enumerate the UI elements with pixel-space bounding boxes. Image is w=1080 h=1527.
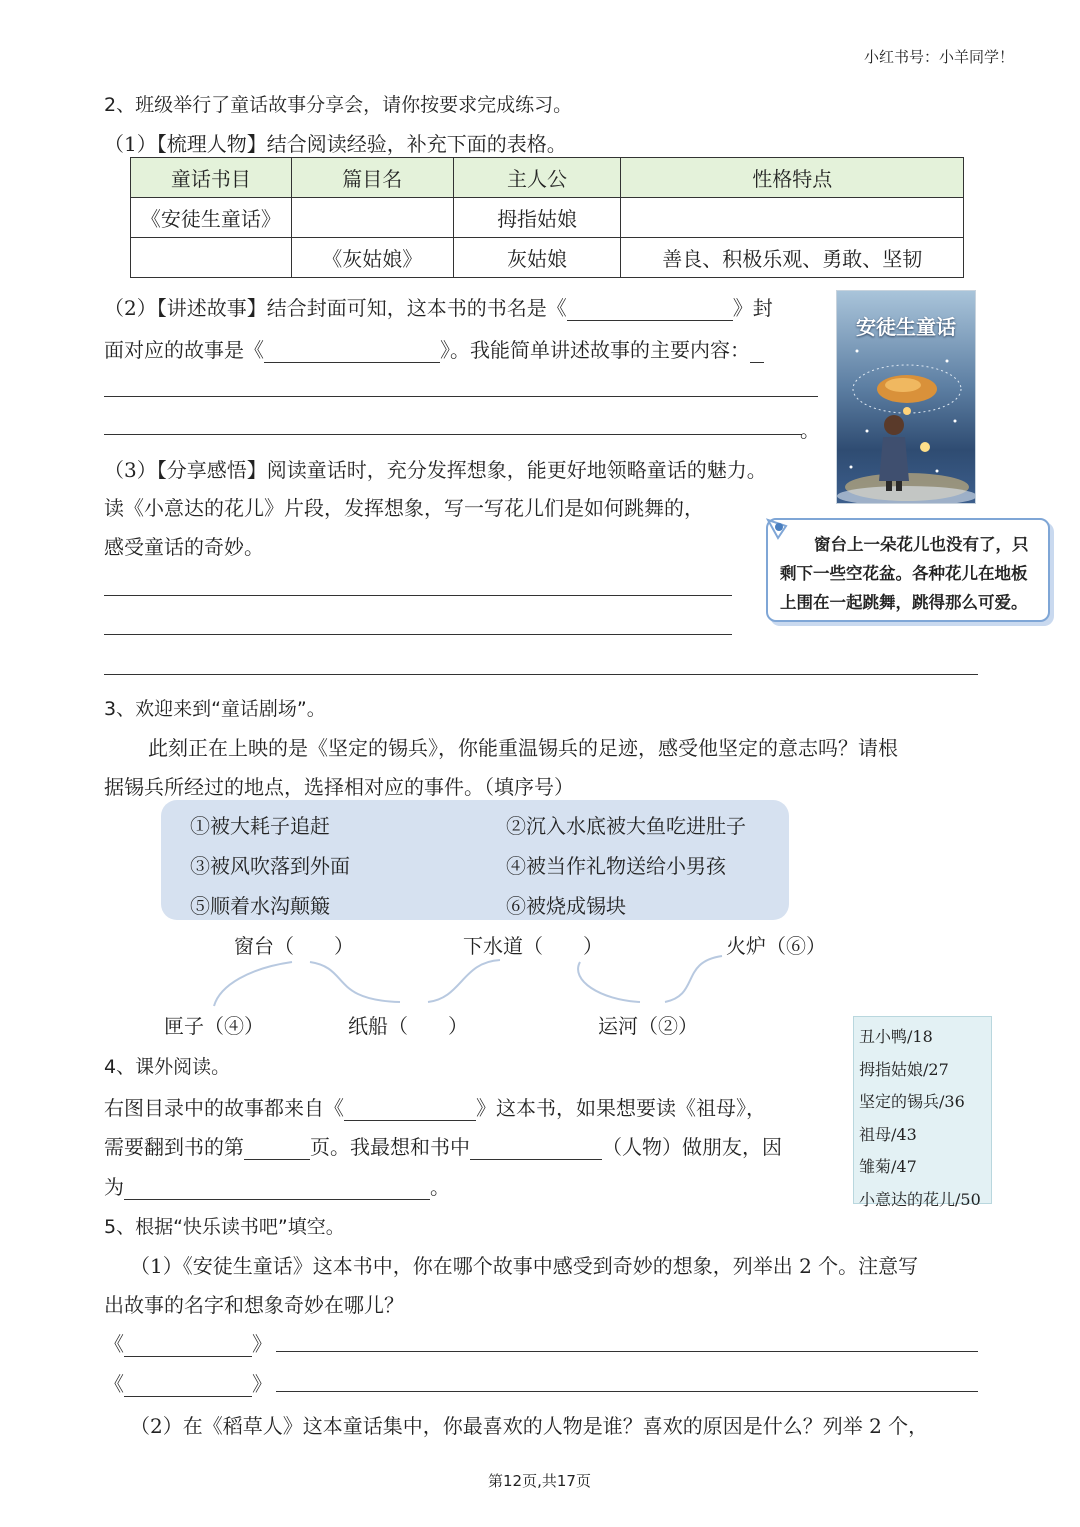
content-blank-start[interactable] <box>750 339 764 363</box>
q5-heading: 5、根据“快乐读书吧”填空。 <box>104 1216 345 1238</box>
place-canal: 运河（②） <box>598 1014 698 1038</box>
table-cell: 《安徒生童话》 <box>131 198 292 238</box>
table-header: 性格特点 <box>621 158 964 198</box>
q4-text: 需要翻到书的第 <box>104 1135 244 1159</box>
place-windowsill[interactable]: 窗台（ ） <box>234 934 354 958</box>
table-header: 篇目名 <box>291 158 453 198</box>
toc-item: 小意达的花儿/50 <box>859 1189 981 1209</box>
answer-line[interactable] <box>104 634 732 635</box>
event-item: ⑥被烧成锡块 <box>506 894 626 918</box>
table-cell-blank[interactable] <box>291 198 453 238</box>
table-of-contents <box>853 1016 992 1209</box>
close-bracket: 》 <box>252 1332 272 1356</box>
character-blank[interactable] <box>470 1136 602 1160</box>
story-name-blank[interactable] <box>124 1333 252 1357</box>
answer-line[interactable] <box>276 1351 978 1352</box>
q2-part3-line3: 感受童话的奇妙。 <box>104 535 264 559</box>
cover-title: 安徒生童话 <box>856 315 956 339</box>
quote-text: 窗台上一朵花儿也没有了，只剩下一些空花盆。各种花儿在地板上围在一起跳舞，跳得那么可爱。 <box>780 535 1029 612</box>
event-item: ⑤顺着水沟颠簸 <box>190 894 330 918</box>
q2-part2-line2 <box>104 334 764 363</box>
place-sewer[interactable]: 下水道（ ） <box>463 934 603 958</box>
table-cell: 善良、积极乐观、勇敢、坚韧 <box>621 238 964 278</box>
reason-blank[interactable] <box>124 1176 430 1200</box>
q4-line3 <box>104 1171 450 1200</box>
q4-line1 <box>104 1092 766 1121</box>
table-cell: 拇指姑娘 <box>453 198 621 238</box>
q4-heading: 4、课外阅读。 <box>104 1056 231 1078</box>
period-mark: 。 <box>800 418 820 442</box>
q4-text: 页。我最想和书中 <box>310 1135 470 1159</box>
event-item: ④被当作礼物送给小男孩 <box>506 854 726 878</box>
place-stove: 火炉（⑥） <box>726 934 826 958</box>
q5-part2: （2）在《稻草人》这本童话集中，你最喜欢的人物是谁？喜欢的原因是什么？列举 2 个， <box>130 1414 929 1438</box>
quote-bubble <box>766 518 1050 622</box>
story-name-blank[interactable] <box>124 1373 252 1397</box>
answer-row-1 <box>104 1328 272 1357</box>
q4-text: 右图目录中的故事都来自《 <box>104 1096 344 1120</box>
q4-text: 》这本书，如果想要读《祖母》， <box>476 1096 766 1120</box>
toc-item: 祖母/43 <box>859 1124 917 1144</box>
event-item: ①被大耗子追赶 <box>190 814 330 838</box>
q4-line2 <box>104 1131 782 1160</box>
toc-item: 坚定的锡兵/36 <box>859 1092 965 1111</box>
q2-part2-text: 》。我能简单讲述故事的主要内容： <box>440 338 750 362</box>
q4-text: （人物）做朋友，因 <box>602 1135 782 1159</box>
table-row <box>131 238 964 278</box>
table-header-row <box>131 158 964 198</box>
table-header: 主人公 <box>453 158 621 198</box>
table-cell-blank[interactable] <box>621 198 964 238</box>
table-cell-blank[interactable] <box>131 238 292 278</box>
q2-part3-line1: （3）【分享感悟】阅读童话时，充分发挥想象，能更好地领略童话的魅力。 <box>104 458 767 482</box>
answer-row-2 <box>104 1368 272 1397</box>
toc-item: 丑小鸭/18 <box>859 1027 933 1046</box>
q5-part1-line1: （1）《安徒生童话》这本书中，你在哪个故事中感受到奇妙的想象，列举出 2 个。注意写 <box>130 1254 919 1278</box>
q3-intro-line1: 此刻正在上映的是《坚定的锡兵》，你能重温锡兵的足迹，感受他坚定的意志吗？请根 <box>148 736 898 760</box>
page-number-blank[interactable] <box>244 1136 310 1160</box>
answer-line[interactable] <box>104 434 802 435</box>
q3-heading: 3、欢迎来到“童话剧场”。 <box>104 698 326 720</box>
character-table <box>130 157 964 278</box>
open-bracket: 《 <box>104 1332 124 1356</box>
q2-part2-line1 <box>104 292 773 321</box>
toc-item: 雏菊/47 <box>859 1157 917 1176</box>
answer-line[interactable] <box>104 595 732 596</box>
close-bracket: 》 <box>252 1372 272 1396</box>
toc-item: 拇指姑娘/27 <box>859 1059 949 1079</box>
answer-line[interactable] <box>104 674 978 675</box>
table-cell: 灰姑娘 <box>453 238 621 278</box>
q4-text: 。 <box>430 1175 450 1199</box>
book-title-blank[interactable] <box>567 297 733 321</box>
event-item: ②沉入水底被大鱼吃进肚子 <box>506 814 746 838</box>
place-paper-boat[interactable]: 纸船（ ） <box>348 1014 468 1038</box>
q2-part3-line2: 读《小意达的花儿》片段，发挥想象，写一写花儿们是如何跳舞的， <box>104 496 704 520</box>
table-row <box>131 198 964 238</box>
q2-heading: 2、班级举行了童话故事分享会，请你按要求完成练习。 <box>104 94 573 116</box>
book-cover-image <box>836 290 976 504</box>
watermark: 小红书号：小羊同学！ <box>864 48 1015 66</box>
place-box: 匣子（④） <box>164 1014 264 1038</box>
event-item: ③被风吹落到外面 <box>190 854 350 878</box>
bubble-tail <box>752 510 788 540</box>
open-bracket: 《 <box>104 1372 124 1396</box>
table-header: 童话书目 <box>131 158 292 198</box>
cover-illustration <box>837 291 976 504</box>
q2-part1: （1）【梳理人物】结合阅读经验，补充下面的表格。 <box>104 132 567 156</box>
book-name-blank[interactable] <box>344 1097 476 1121</box>
q3-intro-line2: 据锡兵所经过的地点，选择相对应的事件。（填序号） <box>104 775 574 799</box>
q5-part1-line2: 出故事的名字和想象奇妙在哪儿？ <box>104 1293 404 1317</box>
q2-part2-text: 》封 <box>732 296 773 320</box>
answer-line[interactable] <box>104 396 818 397</box>
page-footer: 第12页,共17页 <box>488 1472 591 1490</box>
q4-text: 为 <box>104 1175 124 1199</box>
table-cell: 《灰姑娘》 <box>291 238 453 278</box>
q2-part2-text: （2）【讲述故事】结合封面可知，这本书的书名是《 <box>104 296 567 320</box>
q2-part2-text: 面对应的故事是《 <box>104 338 264 362</box>
story-title-blank[interactable] <box>264 339 440 363</box>
answer-line[interactable] <box>276 1391 978 1392</box>
